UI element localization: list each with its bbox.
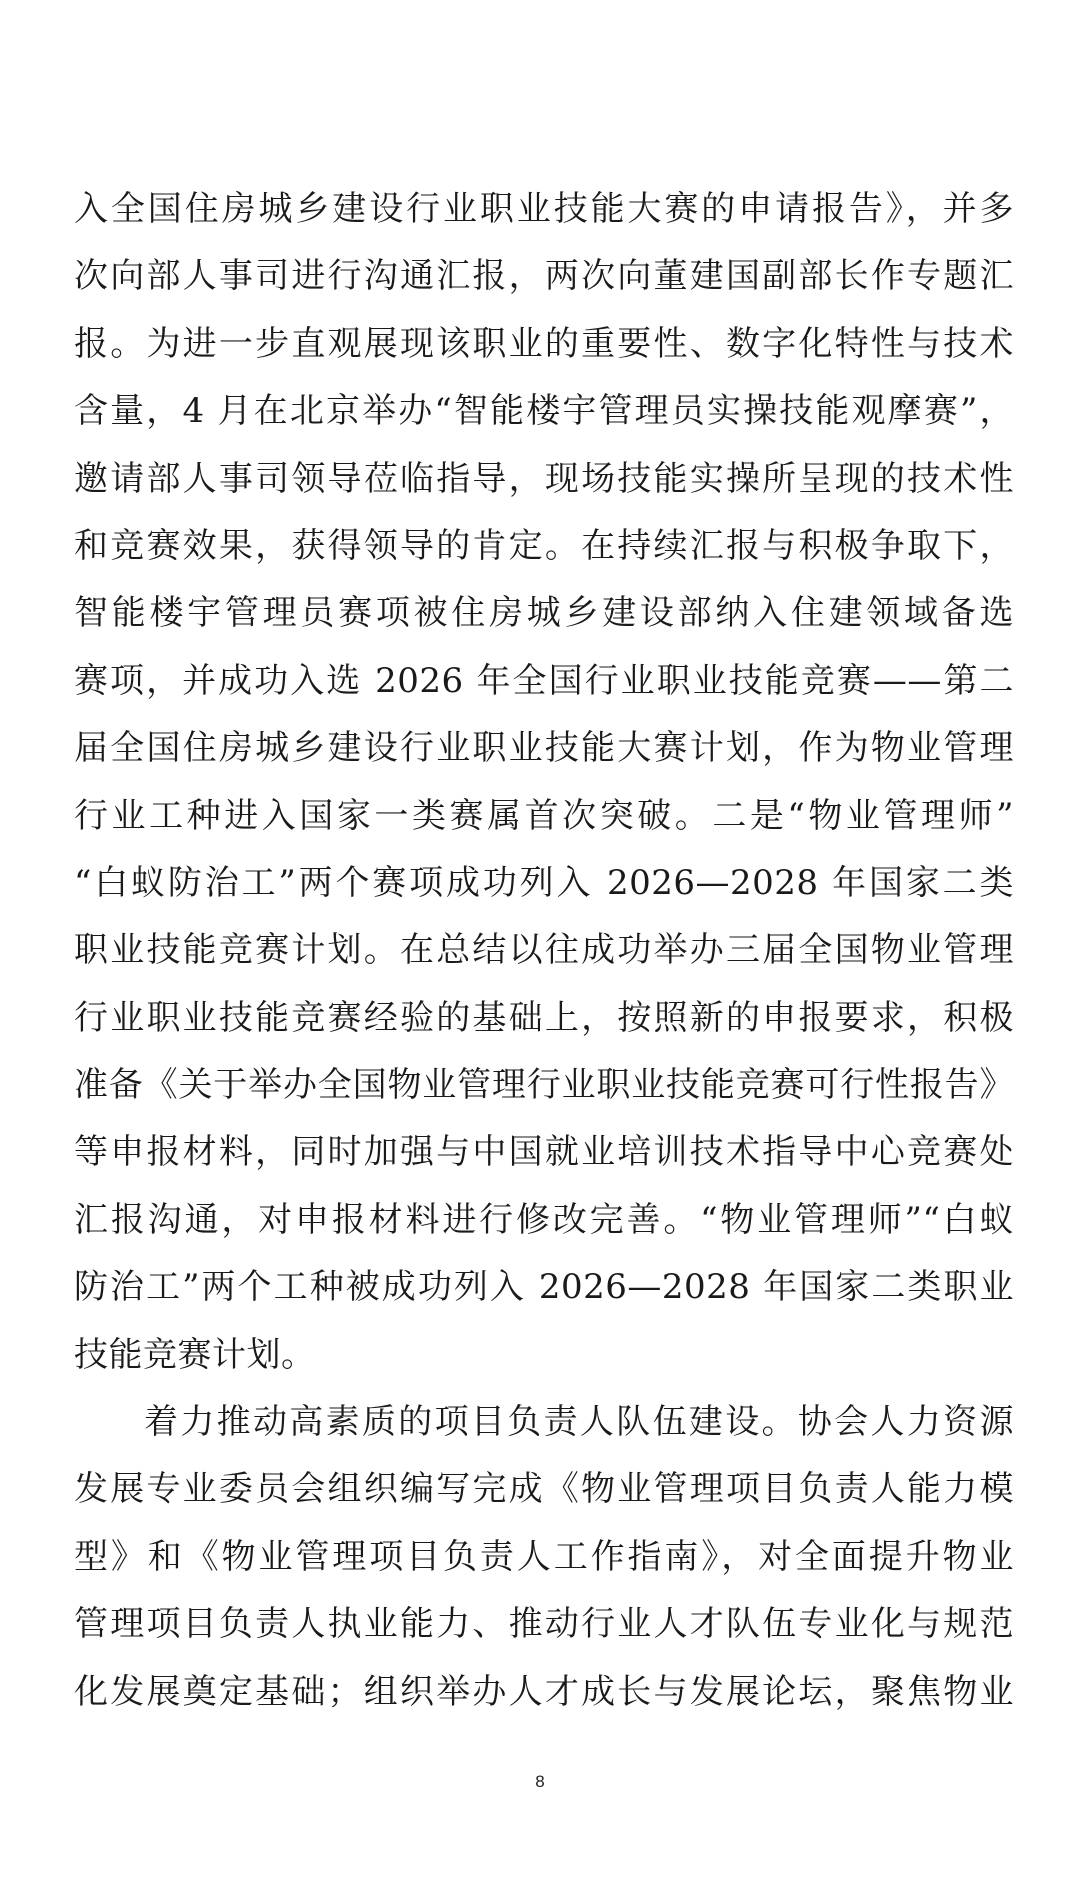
text-line: 等申报材料，同时加强与中国就业培训技术指导中心竞赛处 <box>74 1132 1014 1173</box>
text-line: 防治工”两个工种被成功列入 2026—2028 年国家二类职业 <box>74 1267 1014 1308</box>
text-line: 届全国住房城乡建设行业职业技能大赛计划，作为物业管理 <box>74 728 1014 769</box>
text-line: 行业职业技能竞赛经验的基础上，按照新的申报要求，积极 <box>74 997 1014 1038</box>
page-number: 8 <box>535 1772 545 1791</box>
text-line: 化发展奠定基础；组织举办人才成长与发展论坛，聚焦物业 <box>74 1671 1014 1712</box>
text-line: 管理项目负责人执业能力、推动行业人才队伍专业化与规范 <box>74 1604 1014 1645</box>
text-line: 准备《关于举办全国物业管理行业职业技能竞赛可行性报告》 <box>74 1065 1014 1106</box>
text-line: 汇报沟通，对申报材料进行修改完善。“物业管理师”“白蚁 <box>74 1199 1014 1240</box>
text-line: 智能楼宇管理员赛项被住房城乡建设部纳入住建领域备选 <box>74 593 1014 634</box>
body-text <box>74 176 1014 1726</box>
text-line: 次向部人事司进行沟通汇报，两次向董建国副部长作专题汇 <box>74 256 1014 297</box>
text-line: 入全国住房城乡建设行业职业技能大赛的申请报告》，并多 <box>74 189 1014 229</box>
text-line: 发展专业委员会组织编写完成《物业管理项目负责人能力模 <box>74 1469 1014 1510</box>
text-line: “白蚁防治工”两个赛项成功列入 2026—2028 年国家二类 <box>74 862 1014 903</box>
text-line: 和竞赛效果，获得领导的肯定。在持续汇报与积极争取下， <box>74 525 1014 566</box>
text-line: 职业技能竞赛计划。在总结以往成功举办三届全国物业管理 <box>74 930 1014 971</box>
text-line: 报。为进一步直观展现该职业的重要性、数字化特性与技术 <box>74 323 1014 364</box>
text-line: 型》和《物业管理项目负责人工作指南》，对全面提升物业 <box>74 1536 1014 1577</box>
text-line: 技能竞赛计划。 <box>74 1334 316 1375</box>
text-line: 赛项，并成功入选 2026 年全国行业职业技能竞赛——第二 <box>74 660 1014 701</box>
text-line: 含量，4 月在北京举办“智能楼宇管理员实操技能观摩赛”， <box>74 391 1014 432</box>
text-line: 行业工种进入国家一类赛属首次突破。二是“物业管理师” <box>74 795 1014 836</box>
text-line: 邀请部人事司领导莅临指导，现场技能实操所呈现的技术性 <box>74 458 1014 499</box>
paragraph-first-line: 着力推动高素质的项目负责人队伍建设。协会人力资源 <box>144 1402 1014 1443</box>
